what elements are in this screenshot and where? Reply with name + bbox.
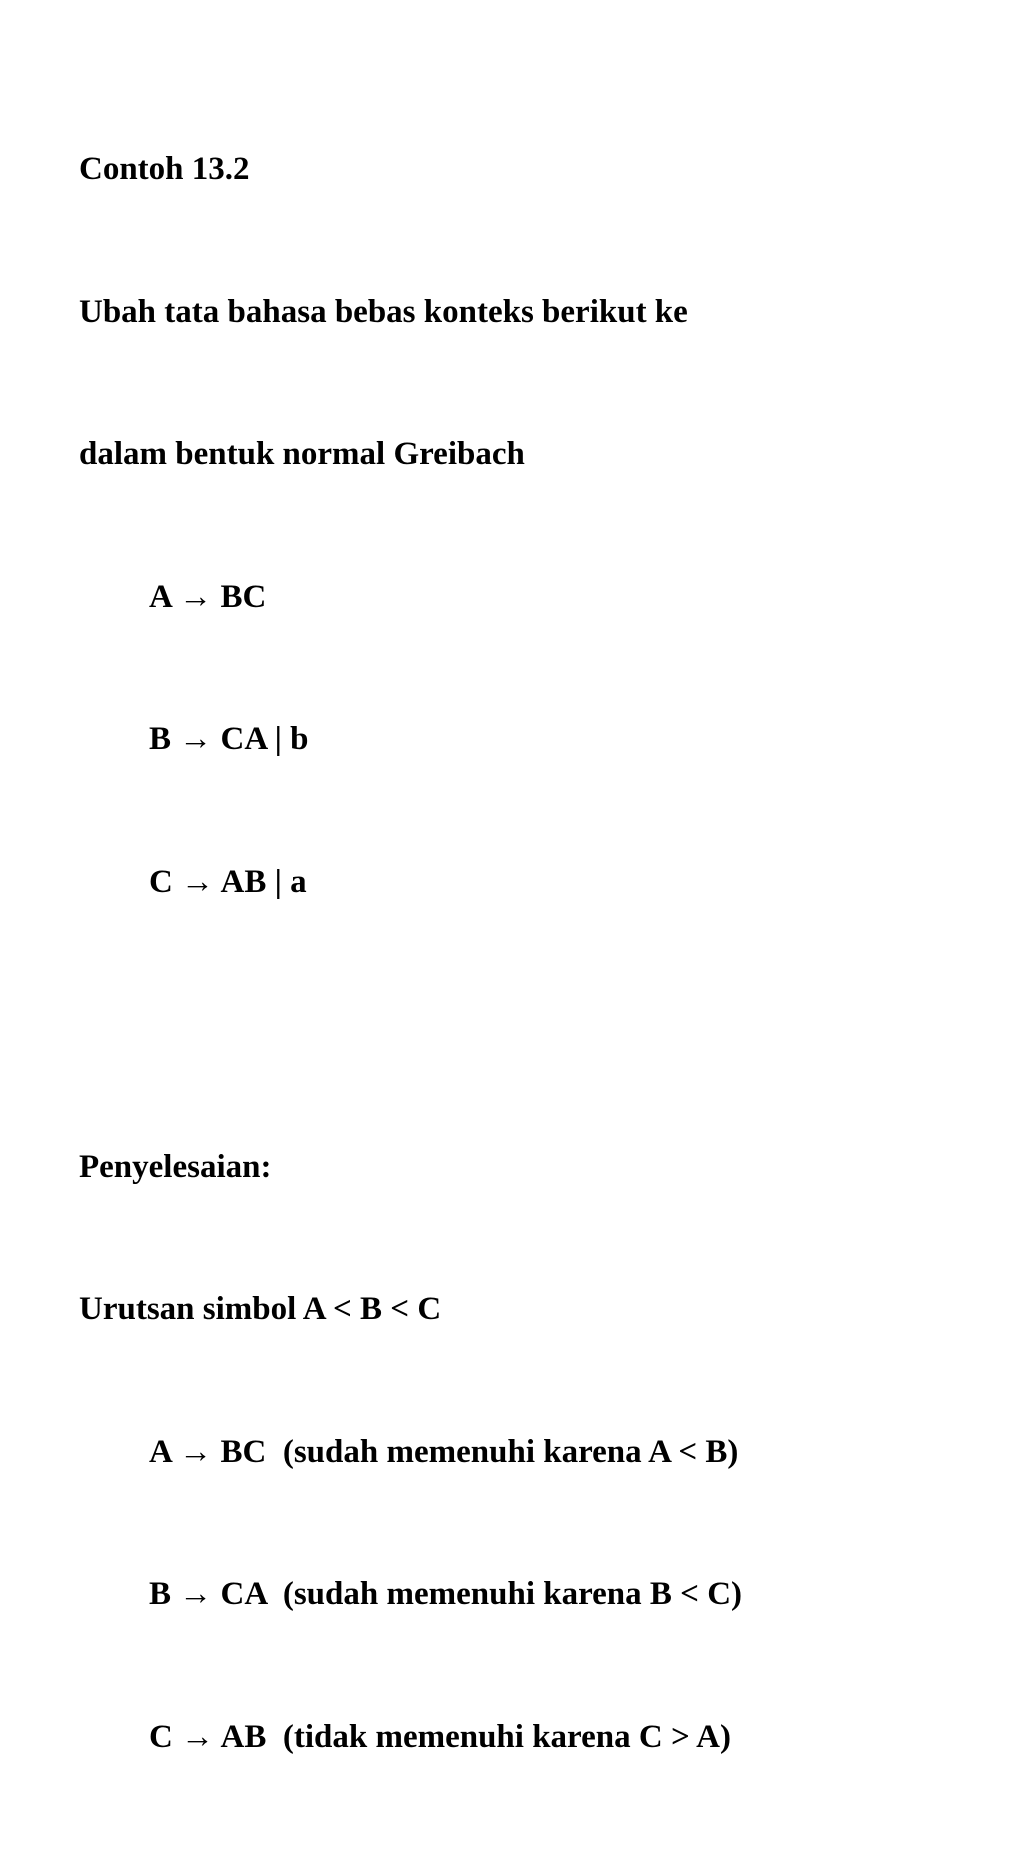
- check-rule-c: C → AB (tidak memenuhi karena C > A): [149, 1718, 731, 1755]
- slide-content: [79, 51, 742, 1856]
- problem-line-2: dalam bentuk normal Greibach: [79, 436, 525, 472]
- grammar-rule-a: A → BC: [149, 578, 267, 615]
- grammar-rule-c: C → AB | a: [149, 863, 307, 900]
- symbol-order: Urutsan simbol A < B < C: [79, 1291, 442, 1327]
- example-title: Contoh 13.2: [79, 151, 250, 187]
- grammar-rule-b: B → CA | b: [149, 721, 309, 757]
- check-rule-b: B → CA (sudah memenuhi karena B < C): [149, 1576, 743, 1612]
- check-rule-a: A → BC (sudah memenuhi karena A < B): [149, 1433, 739, 1470]
- solution-heading: Penyelesaian:: [79, 1148, 272, 1185]
- spacer: [79, 1001, 742, 1049]
- problem-line-1: Ubah tata bahasa bebas konteks berikut ke: [79, 293, 688, 330]
